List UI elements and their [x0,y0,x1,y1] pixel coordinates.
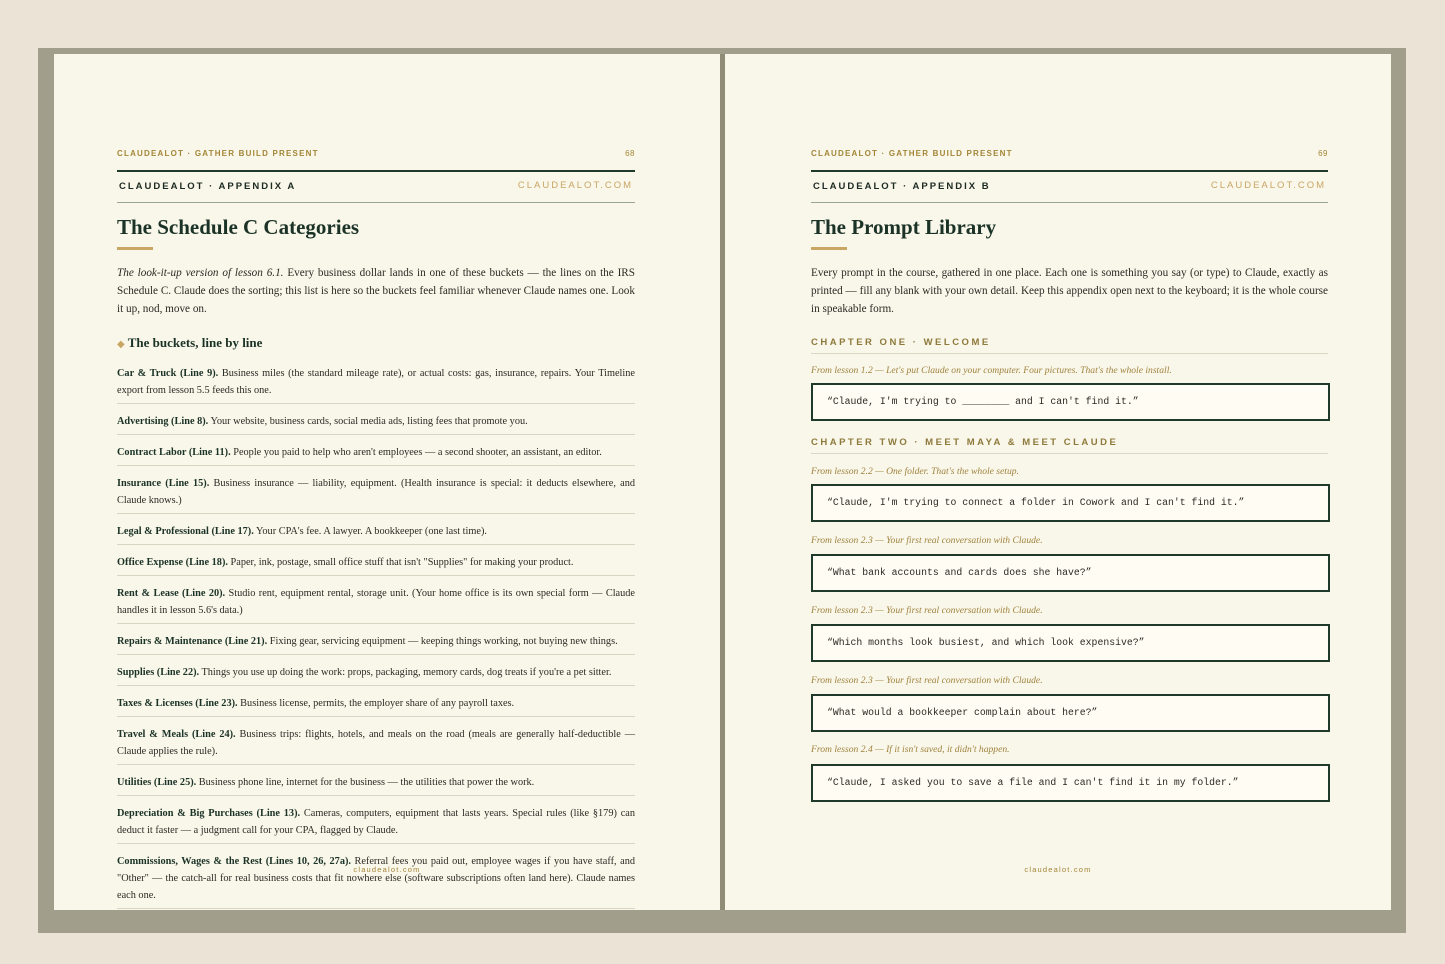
prompt-box: “What would a bookkeeper complain about here?” [811,694,1330,732]
category-label: Taxes & Licenses (Line 23). [117,698,238,709]
diamond-icon: ◆ [117,339,125,350]
category-text: Paper, ink, postage, small office stuff that isn't "Supplies" for making your product. [227,557,574,568]
prompt-source: From lesson 2.3 — Your first real conversation with Claude. [811,535,1043,546]
running-title: CLAUDEALOT · GATHER BUILD PRESENT [811,149,1013,158]
category-text: People you paid to help who aren't employees — a second shooter, an assistant, an editor. [230,447,602,458]
category-label: Commissions, Wages & the Rest (Lines 10, 26, 27a). [117,856,351,867]
category-item [117,631,635,655]
category-item [117,583,635,624]
page-number: 68 [625,149,635,158]
right-page [725,54,1391,910]
category-label: Repairs & Maintenance (Line 21). [117,636,268,647]
section-heading-text: The buckets, line by line [127,335,263,350]
category-item [117,662,635,686]
masthead [117,170,635,203]
category-item [117,693,635,717]
chapter-heading: CHAPTER TWO · MEET MAYA & MEET CLAUDE [811,437,1328,454]
prompt-source: From lesson 2.2 — One folder. That's the whole setup. [811,466,1019,477]
prompt-source: From lesson 2.4 — If it isn't saved, it didn't happen. [811,744,1010,755]
category-item [117,442,635,466]
left-page [54,54,720,910]
title-accent-rule [117,247,153,250]
category-text: Studio rent, equipment rental, storage unit. (Your home office is its own special form — Claude handles it in lesson 5.6's data.) [117,588,635,616]
category-text: Your website, business cards, social media ads, listing fees that promote you. [208,416,528,427]
category-item [117,552,635,576]
intro-paragraph [117,264,635,318]
category-text: Cameras, computers, equipment that lasts years. Special rules (like §179) can deduct it faster — a judgment call for your CPA, flagged by Claude. [117,808,635,836]
prompt-source: From lesson 1.2 — Let's put Claude on your computer. Four pictures. That's the whole install. [811,365,1172,376]
page-number: 69 [1318,149,1328,158]
category-item [117,803,635,844]
category-label: Utilities (Line 25). [117,777,197,788]
prompt-box: “What bank accounts and cards does she have?” [811,554,1330,592]
category-text: Business license, permits, the employer share of any payroll taxes. [237,698,515,709]
running-header [811,149,1328,161]
category-item [117,473,635,514]
category-text: Fixing gear, servicing equipment — keeping things working, not buying new things. [267,636,618,647]
category-item [117,772,635,796]
category-label: Supplies (Line 22). [117,667,200,678]
category-label: Contract Labor (Line 11). [117,447,231,458]
category-item [117,521,635,545]
category-text: Business insurance — liability, equipment. (Health insurance is special: it deducts elsewhere, and Claude knows.) [117,478,635,506]
category-list [117,363,635,916]
intro-text: Every business dollar lands in one of these buckets — the lines on the IRS Schedule C. Claude does the sorting; this list is here so the buckets feel familiar whenever Claude names one. Look it up, nod, move on. [117,267,635,315]
page-title: The Schedule C Categories [117,215,360,239]
category-item [117,363,635,404]
prompt-box: “Claude, I'm trying to connect a folder in Cowork and I can't find it.” [811,484,1330,522]
prompt-box: “Claude, I'm trying to ________ and I can't find it.” [811,383,1330,421]
intro-italic: The look-it-up version of lesson 6.1. [117,267,284,279]
intro-paragraph: Every prompt in the course, gathered in one place. Each one is something you say (or type) to Claude, exactly as printed — fill any blank with your own detail. Keep this appendix open next to the keyboard; it is the whole course in speakable form. [811,267,1328,315]
category-text: Things you use up doing the work: props, packaging, memory cards, dog treats if you're a pet sitter. [199,667,612,678]
category-item [117,411,635,435]
category-label: Insurance (Line 15). [117,478,210,489]
category-text: Business phone line, internet for the business — the utilities that power the work. [196,777,535,788]
site-label: CLAUDEALOT.COM [1210,180,1326,191]
prompt-box: “Claude, I asked you to save a file and I can't find it in my folder.” [811,764,1330,802]
section-heading [117,335,262,351]
title-accent-rule [811,247,847,250]
category-text: Your CPA's fee. A lawyer. A bookkeeper (one last time). [253,526,487,537]
category-item [117,724,635,765]
chapter-heading: CHAPTER ONE · WELCOME [811,337,1328,354]
prompt-source: From lesson 2.3 — Your first real conversation with Claude. [811,605,1043,616]
prompt-box: “Which months look busiest, and which look expensive?” [811,624,1330,662]
category-label: Legal & Professional (Line 17). [117,526,254,537]
appendix-label: CLAUDEALOT · APPENDIX A [119,181,297,192]
category-label: Travel & Meals (Line 24). [117,729,236,740]
page-footer: claudealot.com [1024,865,1092,874]
page-title: The Prompt Library [811,215,997,239]
category-label: Rent & Lease (Line 20). [117,588,226,599]
masthead [811,170,1328,203]
category-label: Car & Truck (Line 9). [117,368,219,379]
category-text: Referral fees you paid out, employee wages if you have staff, and "Other" — the catch-all for real business costs that fit nowhere else (software subscriptions often land here). Claude names each one. [117,856,635,901]
category-label: Advertising (Line 8). [117,416,209,427]
category-label: Depreciation & Big Purchases (Line 13). [117,808,301,819]
category-text: Business trips: flights, hotels, and meals on the road (meals are generally half-deductible — Claude applies the rule). [117,729,635,757]
running-title: CLAUDEALOT · GATHER BUILD PRESENT [117,149,319,158]
running-header [117,149,635,161]
category-item [117,851,635,909]
category-label: Office Expense (Line 18). [117,557,228,568]
page-footer: claudealot.com [353,865,421,874]
category-text: Business miles (the standard mileage rate), or actual costs: gas, insurance, repairs. Your Timeline export from lesson 5.5 feeds this one. [117,368,636,396]
site-label: CLAUDEALOT.COM [517,180,633,191]
appendix-label: CLAUDEALOT · APPENDIX B [813,181,991,192]
prompt-source: From lesson 2.3 — Your first real conversation with Claude. [811,675,1043,686]
